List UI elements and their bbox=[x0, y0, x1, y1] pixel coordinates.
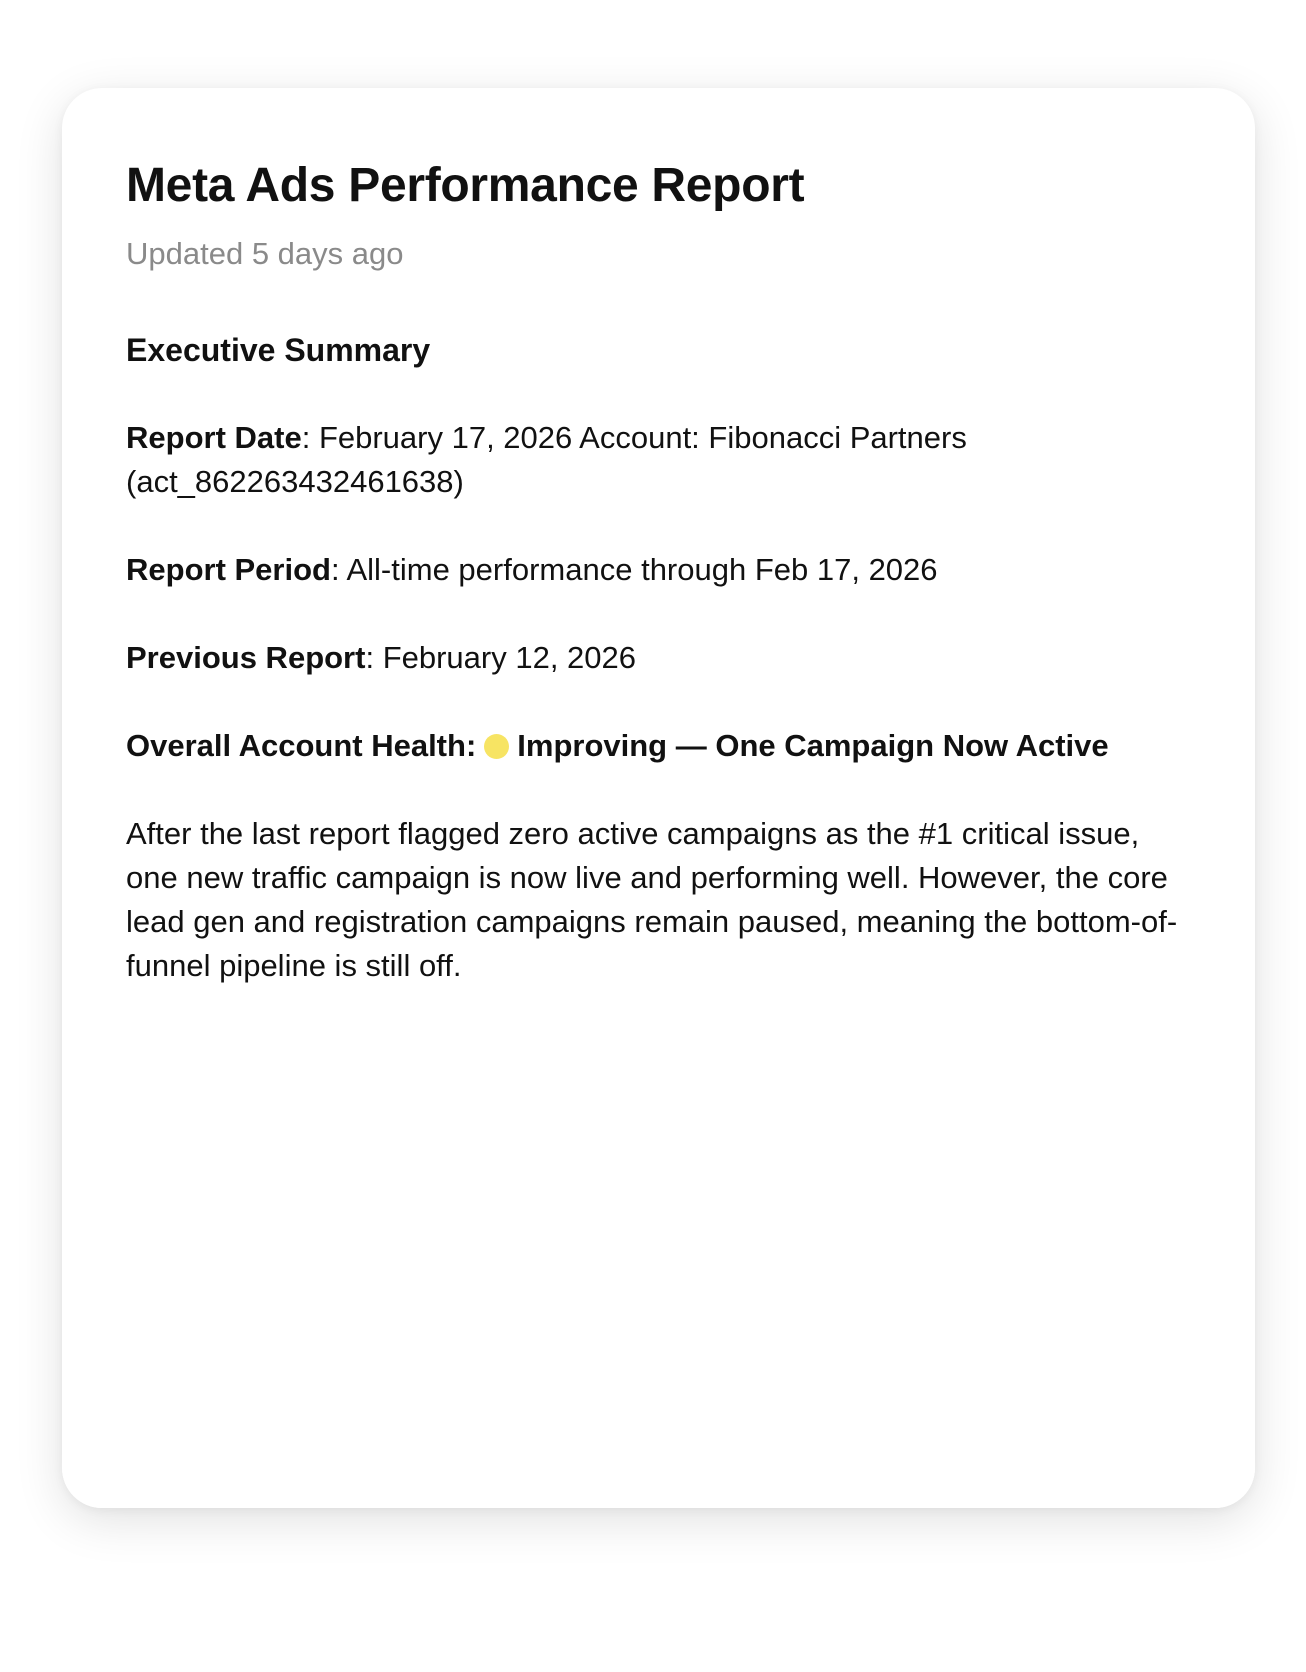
previous-report-value: February 12, 2026 bbox=[382, 640, 637, 675]
section-heading-executive-summary: Executive Summary bbox=[126, 332, 431, 368]
report-period-separator: : bbox=[330, 552, 347, 587]
previous-report-row bbox=[126, 636, 1206, 680]
status-dot-icon bbox=[484, 734, 509, 759]
account-health-row bbox=[126, 724, 1206, 768]
report-date-row bbox=[126, 416, 1206, 504]
account-health-label: Overall Account Health: bbox=[126, 728, 477, 763]
summary-paragraph: After the last report flagged zero active campaigns as the #1 critical issue, one new traffic campaign is now live and performing well. However, the core lead gen and registration campaigns remain paused, meaning the bottom-of-funnel pipeline is still off. bbox=[126, 816, 1178, 983]
account-health-status: Improving — One Campaign Now Active bbox=[517, 728, 1109, 763]
report-period-label: Report Period bbox=[126, 552, 331, 587]
report-date-value: February 17, 2026 Account: Fibonacci Partners (act_862263432461638) bbox=[126, 420, 967, 499]
page-title: Meta Ads Performance Report bbox=[126, 159, 805, 212]
report-date-separator: : bbox=[301, 420, 319, 455]
previous-report-label: Previous Report bbox=[126, 640, 366, 675]
report-card bbox=[62, 88, 1255, 1508]
previous-report-separator: : bbox=[365, 640, 383, 675]
updated-timestamp: Updated 5 days ago bbox=[126, 236, 404, 271]
report-period-row bbox=[126, 548, 1206, 592]
report-content bbox=[126, 156, 1206, 988]
report-period-value: All-time performance through Feb 17, 2026 bbox=[346, 552, 938, 587]
report-date-label: Report Date bbox=[126, 420, 302, 455]
card-bottom-fade bbox=[62, 1308, 1255, 1508]
